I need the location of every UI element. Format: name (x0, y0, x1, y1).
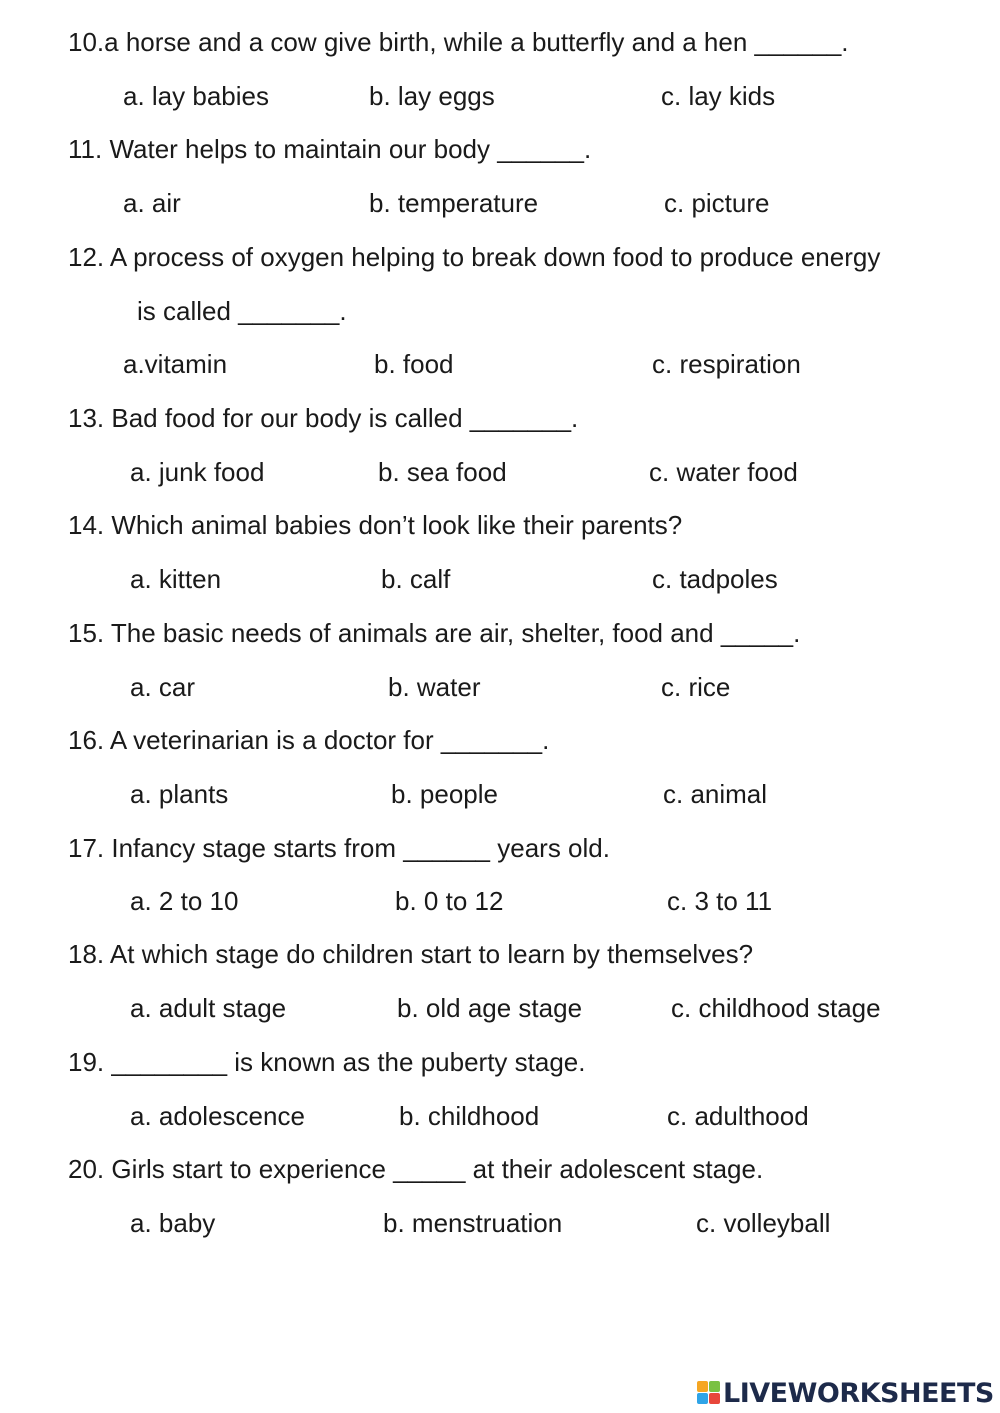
question-11: 11. Water helps to maintain our body ______. (68, 134, 592, 164)
option-10b: b. lay eggs (369, 81, 495, 111)
liveworksheets-logo-text: LIVEWORKSHEETS (723, 1377, 994, 1409)
option-16c: c. animal (663, 779, 768, 809)
option-20c: c. volleyball (696, 1208, 831, 1238)
option-20a: a. baby (130, 1208, 216, 1238)
option-16a: a. plants (130, 779, 229, 809)
liveworksheets-logo-icon (697, 1381, 721, 1405)
option-18c: c. childhood stage (671, 993, 881, 1023)
question-12: 12. A process of oxygen helping to break down food to produce energy (68, 242, 881, 272)
question-17: 17. Infancy stage starts from ______ years old. (68, 833, 610, 863)
option-14c: c. tadpoles (652, 564, 778, 594)
option-20b: b. menstruation (383, 1208, 563, 1238)
option-12a: a.vitamin (123, 349, 228, 379)
question-20: 20. Girls start to experience _____ at their adolescent stage. (68, 1154, 764, 1184)
option-19a: a. adolescence (130, 1101, 305, 1131)
question-18: 18. At which stage do children start to learn by themselves? (68, 939, 754, 969)
option-15c: c. rice (661, 672, 731, 702)
option-14a: a. kitten (130, 564, 222, 594)
question-10: 10.a horse and a cow give birth, while a butterfly and a hen ______. (68, 27, 849, 57)
option-11a: a. air (123, 188, 181, 218)
question-15: 15. The basic needs of animals are air, shelter, food and _____. (68, 618, 801, 648)
option-14b: b. calf (381, 564, 451, 594)
option-17b: b. 0 to 12 (395, 886, 504, 916)
option-12c: c. respiration (652, 349, 801, 379)
option-13a: a. junk food (130, 457, 265, 487)
option-11c: c. picture (664, 188, 770, 218)
option-19c: c. adulthood (667, 1101, 809, 1131)
option-13c: c. water food (649, 457, 798, 487)
liveworksheets-logo (697, 1376, 994, 1410)
question-13: 13. Bad food for our body is called _______. (68, 403, 579, 433)
option-16b: b. people (391, 779, 498, 809)
option-13b: b. sea food (378, 457, 507, 487)
option-12b: b. food (374, 349, 454, 379)
option-19b: b. childhood (399, 1101, 540, 1131)
option-10a: a. lay babies (123, 81, 269, 111)
question-12-continued: is called _______. (137, 296, 347, 326)
option-17c: c. 3 to 11 (667, 886, 773, 916)
question-14: 14. Which animal babies don’t look like their parents? (68, 510, 683, 540)
question-16: 16. A veterinarian is a doctor for _______. (68, 725, 550, 755)
option-17a: a. 2 to 10 (130, 886, 239, 916)
option-15b: b. water (388, 672, 481, 702)
question-19: 19. ________ is known as the puberty stage. (68, 1047, 586, 1077)
option-18b: b. old age stage (397, 993, 583, 1023)
option-15a: a. car (130, 672, 196, 702)
option-18a: a. adult stage (130, 993, 287, 1023)
option-10c: c. lay kids (661, 81, 776, 111)
option-11b: b. temperature (369, 188, 539, 218)
